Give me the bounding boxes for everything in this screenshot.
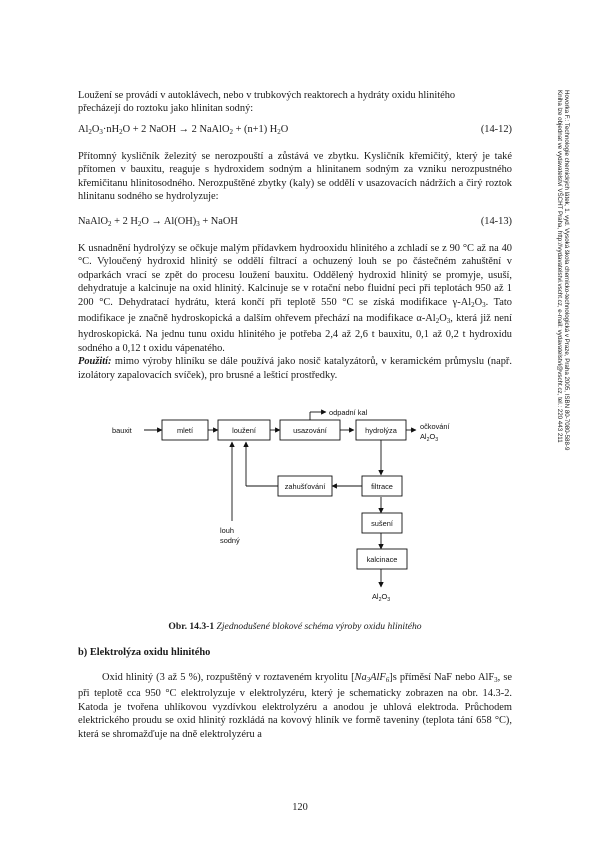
svg-text:filtrace: filtrace — [371, 482, 393, 491]
label-output-formula: $Al_2O_3$ — [372, 592, 391, 603]
equation-number: (14-12) — [480, 124, 512, 135]
svg-text:sušení: sušení — [371, 519, 393, 528]
block-diagram — [100, 409, 480, 619]
label-odpadni-kal: odpadní kal — [329, 409, 368, 417]
paragraph-5: Oxid hlinitý (3 až 5 %), rozpuštěný v roztaveném kryolitu $[Na_3AlF_6]s$ příměsí NaF nebo AlF$_3$, se při teplotě cca 950 °C elektrolyzuje v elektrolyzéru, který je schematicky zobrazen na obr. 14.3-2. Katoda je tvořena uhlíkovou vyzdívkou elektrolyzéru a anodou je uhlová elektroda. Průchodem elektrického proudu se oxid hlinitý rozkládá na kovový hliník ve formě taveniny (teplota tání 658 °C), která se shromažďuje na dně elektrolyzéru a — [78, 672, 512, 740]
svg-text:kalcinace: kalcinace — [366, 555, 398, 564]
svg-text:hydrolýza: hydrolýza — [365, 426, 397, 435]
paragraph-3: K usnadnění hydrolýzy se očkuje malým přídavkem hydrooxidu hlinitého a zchladí se z 90 °C až na 40 °C. Vyloučený hydroxid hlinitý se oddělí filtrací a ochuzený louh se po částečném zahuštění v odparkách vrací se zpět do procesu loužení bauxitu. Oddělený hydroxid hlinitý se promyje, usuší, dehydratuje a kalcinuje na oxid hlinitý. Kalcinuje se v rotační nebo fluidní peci při teplotách 950 až 1 200 °C. Dehydratací hydrátu, která končí při teplotě 550 °C se získá modifikace $\gamma-Al_2O_3$. Tato modifikace je značně hydroskopická a dalším ohřevem přechází na modifikace $\alpha-Al_2O_3$, která již není hydroskopická. Na jednu tunu oxidu hlinitého je potřeba 2,4 až 2,6 t bauxitu, 0,1 až 0,2 t hydroxidu sodného a 0,12 t oxidu vápenatého. Použití: mimo výroby hliníku se dále používá jako nosič katalyzátorů, v keramickém průmyslu (např. izolátory zapalovacích svíček), pro brusné a lešticí prostředky. — [78, 243, 512, 381]
side-note — [555, 90, 570, 590]
svg-text:zahušťování: zahušťování — [284, 482, 326, 491]
paragraph-1 — [78, 89, 512, 116]
label-ockovani: očkování — [420, 422, 450, 431]
svg-text:mletí: mletí — [176, 426, 194, 435]
paragraph-use: Použití: mimo výroby hliníku se dále používá jako nosič katalyzátorů, v keramickém průmyslu (např. izolátory zapalovacích svíček), pro brusné a lešticí prostředky. — [78, 356, 512, 381]
side-note-line-1: Hovorka F.: Technologie chemických látek, 1. vyd. Vysoká škola chemicko-technologická v Praze, Praha 2005, ISBN 80-7080-588-9 — [563, 90, 570, 451]
paragraph-2: Přítomný kysličník železitý se nerozpouští a zůstává ve zbytku. Kysličník křemičitý, který je také přítomen v bauxitu, reaguje s hydroxidem sodným a hlinitanem sodným za vzniku nerozpustného křemičitanu hlinitosodného. Nerozpuštěné zbytky (kaly) se oddělí v usazovacích nádržích a čirý roztok hlinitanu sodného se hydrolyzuje: — [78, 151, 512, 203]
side-note-line-2: Kniha lze objednat ve vydavatelství VŠCHT Praha, http://vydavatelstvi.vscht.cz, e-mail: vydavatelstvi@vscht.cz, tel.: 220 443 211 — [555, 90, 563, 443]
figure-caption-label: Obr. 14.3-1 — [168, 621, 215, 632]
figure-caption-text: Zjednodušené blokové schéma výroby oxidu hlinitého — [214, 621, 422, 632]
use-label: Použití: — [78, 356, 112, 368]
paragraph-1-line-1: Loužení se provádí v autoklávech, nebo v trubkových reaktorech a hydráty oxidu hlinitého — [78, 90, 456, 101]
label-ockovani-formula: $Al_2O_3$ — [420, 432, 439, 443]
equation-14-13: NaAlO$_2$ + 2 $H_2O \to Al(OH)_3$ + NaOH (14-13) — [78, 216, 512, 228]
label-sodny: sodný — [220, 536, 240, 545]
svg-text:loužení: loužení — [232, 426, 256, 435]
page-number: 120 — [292, 802, 308, 813]
section-heading: b) Elektrolýza oxidu hlinitého — [78, 647, 211, 658]
figure-caption — [78, 621, 512, 632]
label-louh: louh — [220, 526, 234, 535]
equation-number: (14-13) — [480, 216, 512, 227]
paragraph-1-line-2: přecházejí do roztoku jako hlinitan sodný: — [78, 103, 254, 115]
svg-text:usazování: usazování — [293, 426, 327, 435]
label-bauxit: bauxit — [112, 426, 132, 435]
equation-14-12: $Al_2O_3\cdot nH_2O + 2$ NaOH → 2 NaAlO$_2$ + (n+1) $H_2O$ (14-12) — [78, 124, 512, 136]
